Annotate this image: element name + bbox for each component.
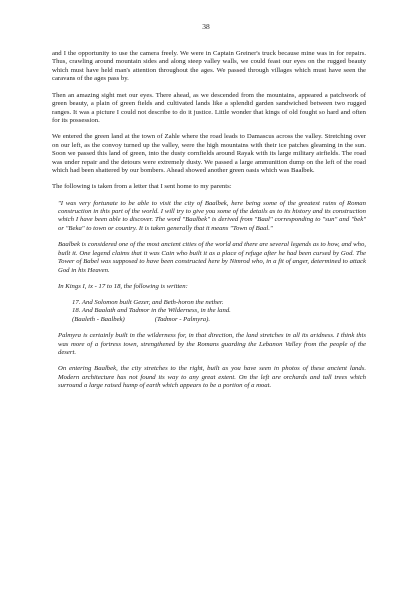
letter-paragraph-palmyra: Palmyra is certainly built in the wilderness for, in that direction, the land stretches in all its aridness. I think this was more of a fortress town, strengthened by the Romans guarding the Lebanon Valley from the people of the desert. xyxy=(58,332,366,357)
paragraph-zahle: We entered the green land at the town of Zahle where the road leads to Damascus across the valley. Stretching over on our left, as the convoy turned up the valley, were the high mountains with their ice patches gleaming in the sun. Soon we passed this land of green, into the dusty cornfields around Rayak with its large military airfields. The road was under repair and the detours were extremely dusty. We passed a large ammunition dump on the left of the road which had been shattered by our bombers. Ahead showed another green oasis which was Baalbek. xyxy=(52,133,366,175)
letter-paragraph-baalbek-visit: "I was very fortunate to be able to visit the city of Baalbek, here being some of the greatest ruins of Roman construction in this part of the world. I will try to give you some of the details as to its history and its construction which I have been able to discover. The word "Baalbek" is derived from "Baal" corresponding to "sun" and "bek" or "Beka" to town or country. It is taken generally that it means "Town of Baal." xyxy=(58,199,366,232)
verse-note-tadmor: (Tadmor - Palmyra). xyxy=(154,315,211,323)
letter-paragraph-legends: Baalbek is considered one of the most ancient cities of the world and there are several legends as to how, and who, built it. One legend claims that it was Cain who built it as a place of refuge after he had been cursed by God. The Tower of Babel was supposed to have been constructed here by Nimrod who, in a fit of anger, determined to attack God in his Heaven. xyxy=(58,241,366,274)
verse-note-baaleth: (Baaleth - Baalbek) xyxy=(72,315,125,323)
paragraph-letter-intro: The following is taken from a letter that I sent home to my parents: xyxy=(52,183,232,191)
verse-notes xyxy=(72,316,366,324)
page-number: 38 xyxy=(202,22,210,31)
paragraph-amazing-sight: Then an amazing sight met our eyes. There ahead, as we descended from the mountains, appeared a patchwork of green beauty, a plain of green fields and cultivated lands like a splendid garden sandwiched between two rugged ranges. It was a picture I could not describe to do it justice. Little wonder that kings of old fought so hard and often for its possession. xyxy=(52,91,366,124)
paragraph-camera: and I the opportunity to use the camera freely. We were in Captain Greiner's truck because mine was in for repairs. Thus, crawling around mountain sides and along steep valley walls, we could feast our eyes on the rugged beauty which must have held man's attention throughout the ages. We passed through villages which must have seen the caravans of the ages pass by. xyxy=(52,50,366,83)
verse-18: 18. And Baalath and Tadmor in the Wilderness, in the land. xyxy=(72,307,231,315)
letter-paragraph-entering-baalbek: On entering Baalbek, the city stretches to the right, built as you have seen in photos of these ancient lands. Modern architecture has not found its way to any great extent. On the left are orchards and tall trees which surround a large raised hump of earth which appears to be a portion of a moat. xyxy=(58,365,366,390)
letter-paragraph-kings: In Kings I, ix - 17 to 18, the following is written: xyxy=(58,282,188,290)
bible-verses xyxy=(52,299,366,324)
verse-17: 17. And Solomon built Gezer, and Beth-horon the nether. xyxy=(72,299,224,306)
document-body xyxy=(52,50,366,398)
